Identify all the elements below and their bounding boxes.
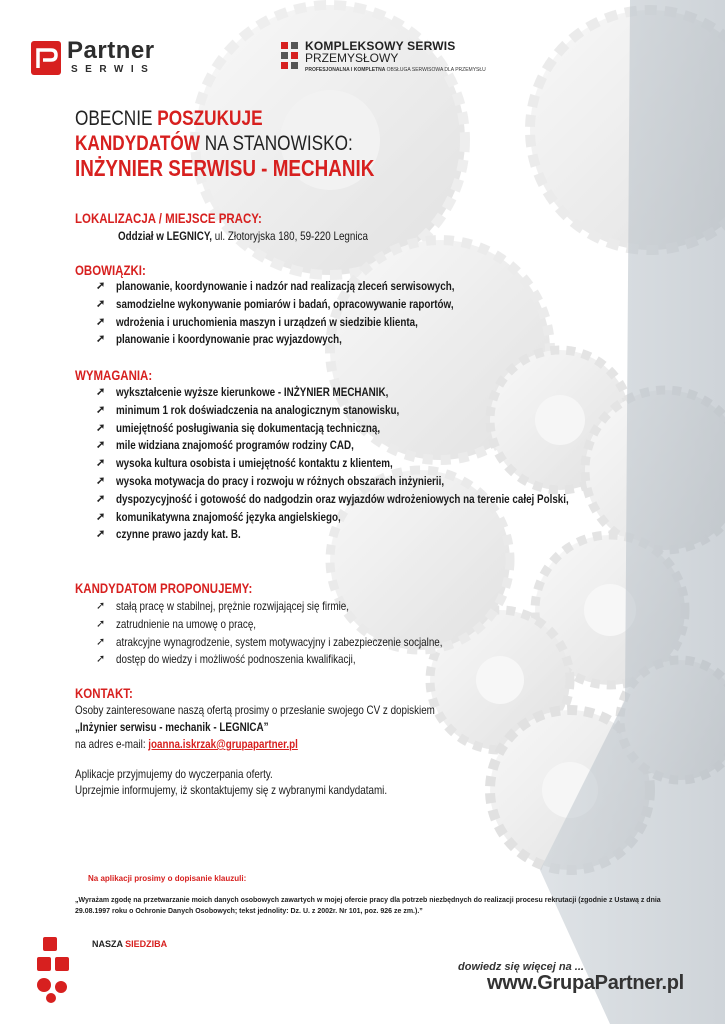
clause-text: „Wyrażam zgodę na przetwarzanie moich danych osobowych zawartych w mojej ofercie pracy dla potrzeb niezbędnych do realizacji procesu rekrutacji (zgodnie z Ustawą z dnia 29.08.1997 roku o Ochronie Danych Osobowych; tekst jednolity: Dz. U. z 2002r. Nr 101, poz. 926 ze zm.).” [75,897,661,915]
arrow-icon: ➚ [96,474,106,487]
logo-word: Partner [67,37,155,64]
arrow-icon: ➚ [96,492,106,505]
requirements-title: WYMAGANIA: [75,367,153,383]
arrow-icon: ➚ [96,600,106,612]
location-rest: ul. Złotoryjska 180, 59-220 Legnica [212,229,368,243]
list-item: ➚ zatrudnienie na umowę o pracę, [96,616,514,634]
title-l1b: POSZUKUJE [157,107,263,130]
list-item: ➚ komunikatywna znajomość języka angielskiego, [96,509,668,527]
arrow-icon: ➚ [96,510,106,523]
list-item: ➚ wysoka motywacja do pracy i rozwoju w różnych obszarach inżynierii, [96,473,668,491]
title-l2b: NA STANOWISKO: [199,132,353,155]
partner-logo-icon [31,41,61,75]
list-item: ➚ dostęp do wiedzy i możliwość podnoszenia kwalifikacji, [96,651,514,669]
list-item: ➚ wykształcenie wyższe kierunkowe - INŻYNIER MECHANIK, [96,384,668,402]
contact-title: KONTAKT: [75,685,133,701]
offer-title: KANDYDATOM PROPONUJEMY: [75,580,253,596]
location-title: LOKALIZACJA / MIEJSCE PRACY: [75,210,262,226]
arrow-icon: ➚ [96,457,106,470]
ks-line1: KOMPLEKSOWY SERWIS [305,39,456,53]
gear-icon [55,981,67,993]
duties-title: OBOWIĄZKI: [75,262,146,278]
arrow-icon: ➚ [96,421,106,434]
email-link[interactable]: joanna.iskrzak@grupapartner.pl [148,737,298,751]
arrow-icon: ➚ [96,653,106,666]
gear-icon [37,978,51,992]
website-link[interactable]: www.GrupaPartner.pl [487,972,684,994]
list-item: ➚ planowanie, koordynowanie i nadzór nad realizacją zleceń serwisowych, [96,278,529,296]
list-item: ➚ czynne prawo jazdy kat. B. [96,526,668,544]
arrow-icon: ➚ [96,403,106,416]
arrow-icon: ➚ [96,280,106,292]
arrow-icon: ➚ [96,386,106,398]
kompleksowy-serwis-logo [279,39,486,80]
contact-email-line [75,736,298,753]
footer-icons [33,935,73,1005]
ks-tag-rest: OBSŁUGA SERWISOWA DLA PRZEMYSŁU [386,67,486,73]
list-item: ➚ mile widziana znajomość programów rodziny CAD, [96,437,668,455]
arrow-icon: ➚ [96,333,106,346]
ks-tag-bold: PROFESJONALNA I KOMPLETNA [305,67,386,73]
phone-icon [37,957,51,971]
contact-line1: Osoby zainteresowane naszą ofertą prosimy o przesłanie swojego CV z dopiskiem [75,703,435,717]
learn-more-text: dowiedz się więcej na ... [458,961,584,973]
list-item: ➚ wysoka kultura osobista i umiejętność kontaktu z klientem, [96,455,668,473]
mail-icon [55,957,69,971]
list-item: ➚ dyspozycyjność i gotowość do nadgodzin oraz wyjazdów wdrożeniowych na terenie całej Polski, [96,491,668,509]
location-text [118,228,368,245]
ks-line2: PRZEMYSŁOWY [305,51,399,65]
arrow-icon: ➚ [96,297,106,310]
list-item: ➚ atrakcyjne wynagrodzenie, system motywacyjny i zabezpieczenie socjalne, [96,634,514,652]
contact-line4: Aplikacje przyjmujemy do wyczerpania oferty. [75,767,273,781]
arrow-icon: ➚ [96,315,106,328]
arrow-icon: ➚ [96,617,106,630]
ks-logo-icon [279,40,301,74]
arrow-icon: ➚ [96,528,106,541]
seat-heading: NASZA SIEDZIBA [92,939,168,949]
job-title: INŻYNIER SERWISU - MECHANIK [75,155,375,181]
location-bold: Oddział w LEGNICY, [118,229,213,243]
list-item: ➚ stałą pracę w stabilnej, prężnie rozwijającej się firmie, [96,598,514,616]
title-line-2 [75,131,374,156]
page-title [75,106,440,181]
contact-line5: Uprzejmie informujemy, iż skontaktujemy się z wybranymi kandydatami. [75,783,388,797]
clause-heading: Na aplikacji prosimy o dopisanie klauzuli: [88,874,247,883]
arrow-icon: ➚ [96,635,106,648]
offer-list [96,598,514,669]
building-icon [43,937,57,951]
email-label: na adres e-mail: [75,737,149,751]
title-line-1 [75,106,374,131]
ks-tagline [305,67,486,73]
requirements-list [96,384,668,544]
title-l2a: KANDYDATÓW [75,132,200,155]
duties-list [96,278,529,349]
arrow-icon: ➚ [96,439,106,452]
list-item: ➚ planowanie i koordynowanie prac wyjazdowych, [96,331,529,349]
gear-icon [46,993,56,1003]
list-item: ➚ umiejętność posługiwania się dokumentacją techniczną, [96,420,668,438]
title-l1a: OBECNIE [75,107,158,130]
partner-serwis-logo [31,38,191,78]
list-item: ➚ wdrożenia i uruchomienia maszyn i urządzeń w siedzibie klienta, [96,314,529,332]
list-item: ➚ samodzielne wykonywanie pomiarów i badań, opracowywanie raportów, [96,296,529,314]
list-item: ➚ minimum 1 rok doświadczenia na analogicznym stanowisku, [96,402,668,420]
contact-line2: „Inżynier serwisu - mechanik - LEGNICA” [75,720,269,734]
logo-sub: SERWIS [71,64,156,75]
